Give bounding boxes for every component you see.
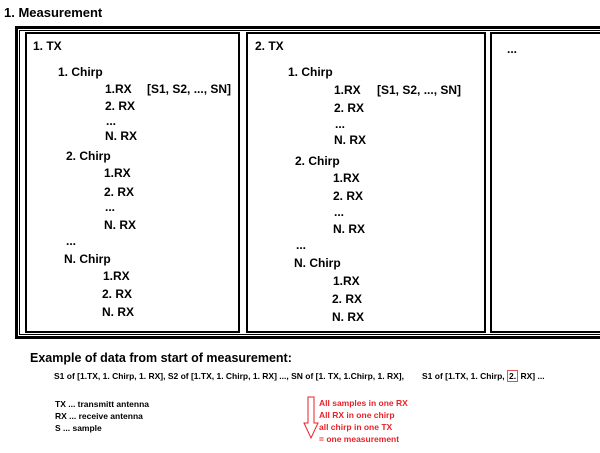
rx-label: 1.RX [334, 83, 361, 97]
samples-label: [S1, S2, ..., SN] [147, 82, 232, 96]
annotation-line: = one measurement [319, 434, 400, 444]
example-title: Example of data from start of measurement: [30, 351, 292, 365]
rx-label: 2. RX [102, 287, 133, 301]
tx-ellipsis: ... [507, 42, 518, 56]
rx-label: 1.RX [105, 82, 132, 96]
rx-ellipsis: ... [335, 117, 346, 131]
rx-label: N. RX [105, 129, 138, 143]
example-seq2-prefix: S1 of [1.TX, 1. Chirp, [422, 371, 508, 381]
rx-ellipsis: ... [105, 200, 116, 214]
rx-label: 1.RX [103, 269, 130, 283]
example-sequence-2 [422, 371, 545, 381]
tx-block-2 [246, 32, 486, 333]
diagram-title: 1. Measurement [4, 5, 103, 20]
rx-label: 2. RX [105, 99, 136, 113]
chirp-label: 1. Chirp [58, 65, 103, 79]
chirp-label: N. Chirp [64, 252, 111, 266]
rx-label: N. RX [332, 310, 365, 324]
chirp-label: N. Chirp [294, 256, 341, 270]
rx-ellipsis: ... [334, 205, 345, 219]
tx-label: 1. TX [33, 39, 62, 53]
chirp-label: 2. Chirp [66, 149, 111, 163]
highlighted-rx-index: 2. [509, 371, 517, 381]
rx-label: 1.RX [333, 171, 360, 185]
rx-label: N. RX [333, 222, 366, 236]
chirp-label: 2. Chirp [295, 154, 340, 168]
samples-label: [S1, S2, ..., SN] [377, 83, 462, 97]
rx-label: 2. RX [332, 292, 363, 306]
tx-block-more [490, 32, 600, 333]
chirp-ellipsis: ... [296, 238, 307, 252]
annotation-line: All RX in one chirp [319, 410, 395, 420]
rx-label: N. RX [334, 133, 367, 147]
rx-label: N. RX [104, 218, 137, 232]
rx-label: 2. RX [334, 101, 365, 115]
chirp-ellipsis: ... [66, 234, 77, 248]
rx-label: 2. RX [333, 189, 364, 203]
tx-label: 2. TX [255, 39, 284, 53]
legend-rx: RX ... receive antenna [55, 411, 143, 421]
rx-ellipsis: ... [106, 114, 117, 128]
rx-label: 1.RX [104, 166, 131, 180]
legend-s: S ... sample [55, 423, 102, 433]
example-sequence-1: S1 of [1.TX, 1. Chirp, 1. RX], S2 of [1.TX, 1. Chirp, 1. RX] ..., SN of [1. TX, 1.Chirp, 1. RX], [54, 371, 404, 381]
example-seq2-suffix: RX] ... [518, 371, 545, 381]
chirp-label: 1. Chirp [288, 65, 333, 79]
rx-label: N. RX [102, 305, 135, 319]
tx-block-1 [25, 32, 240, 333]
annotation-line: All samples in one RX [319, 398, 408, 408]
rx-label: 1.RX [333, 274, 360, 288]
down-arrow-icon [303, 396, 319, 440]
annotation-line: all chirp in one TX [319, 422, 393, 432]
rx-label: 2. RX [104, 185, 135, 199]
legend-tx: TX ... transmitt antenna [55, 399, 149, 409]
